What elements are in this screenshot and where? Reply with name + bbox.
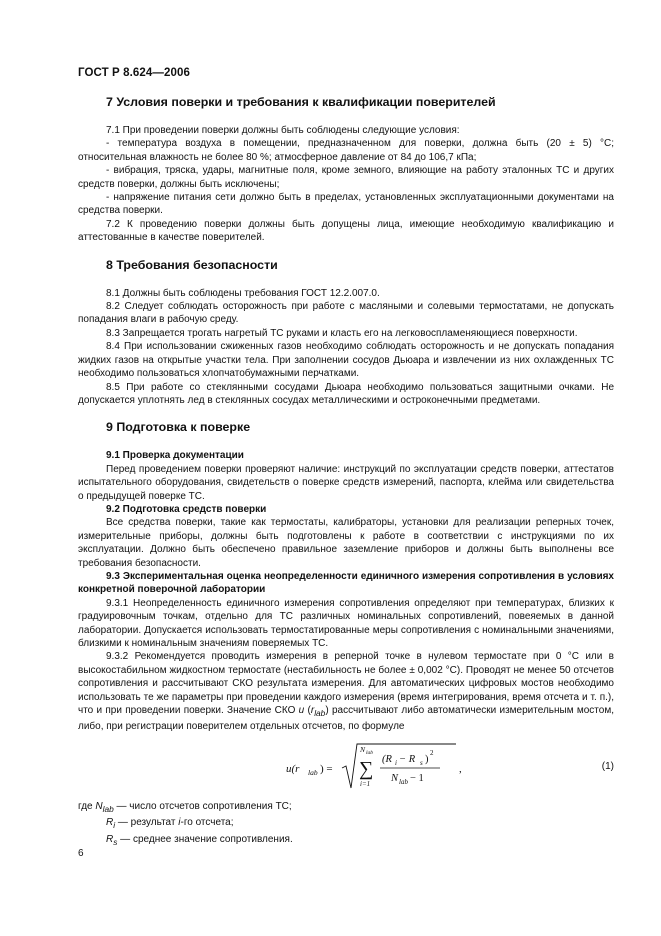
legend-rs-sym: R	[106, 833, 114, 845]
clause-9-1-title: 9.1 Проверка документации	[106, 450, 244, 462]
eq-num-i: i	[395, 758, 397, 767]
clause-9-3-2: 9.3.2 Рекомендуется проводить измерения в реперной точке в нулевом термостате при 0 °С или в высокостабильном жидкостном термостате (нестабильность не более ± 0,002 °С). Проводят не менее 50 отсчетов сопротивления и рассчитывают СКО результата измерения. Для автоматических цифровых мостов необходимо использовать те же параметры при проведении каждого измерения (время интегрирования, время отсчета и т. п.), что и при проведении поверки. Значение СКО u $(r_{lab})$ рассчитывают либо автоматически измерительным мостом, либо, при регистрации поверителем отдельных отсчетов, по формуле	[78, 651, 614, 733]
legend-where: где	[78, 800, 96, 812]
eq-den: N	[391, 772, 399, 784]
eq-num-mid: − R	[399, 753, 416, 765]
condition-temperature: - температура воздуха в помещении, предназначенном для поверки, должна быть (20 ± 5) °С; относительная влажность не более 80 %; атмосферное давление от 84 до 106,7 кПа;	[78, 138, 614, 163]
legend-n-sub: lab	[102, 803, 114, 814]
eq-lhs-sub: lab	[308, 767, 318, 777]
clause-7-1: 7.1 При проведении поверки должны быть соблюдены следующие условия:	[106, 125, 460, 136]
formula-svg	[78, 738, 614, 798]
section-7-title: 7 Условия поверки и требования к квалификации поверителей	[106, 95, 496, 109]
sko-r: r	[310, 705, 315, 717]
clause-8-5: 8.5 При работе со стеклянными сосудами Дьюара необходимо пользоваться защитными очками. Не допускается уплотнять лед в стеклянных сосудах металлическими и остроконечными предметами.	[78, 381, 614, 406]
eq-comma: ,	[459, 762, 462, 775]
legend-ri-text: — результат	[115, 817, 179, 829]
formula-legend	[78, 800, 614, 849]
document-body	[78, 92, 614, 849]
eq-num-end: )	[425, 753, 429, 765]
sum-sign: ∑	[359, 757, 374, 780]
legend-rs-sub: s	[113, 836, 118, 847]
clause-9-2-text: Все средства поверки, такие как термостаты, калибраторы, установки для реализации реперных точек, измерительные приборы, должны быть подготовлены к работе в соответствии с инструкциями по их эксплуатации. Должно быть обеспечено правильное заземление приборов и должны быть выполнены все требования безопасности.	[78, 517, 614, 569]
clause-9-3-2-part2: рассчитывают либо автоматически измерительным мостом, либо, при регистрации поверителем отдельных отсчетов, по формуле	[78, 705, 614, 733]
legend-ri-text2: -го отсчета;	[180, 817, 234, 829]
equation-number: (1)	[601, 760, 614, 772]
clause-9-3-2-part1: 9.3.2 Рекомендуется проводить измерения в реперной точке в нулевом термостате при 0 °С или в высокостабильном жидкостном термостате (нестабильность не более ± 0,002 °С). Проводят не менее 50 отсчетов сопротивления и рассчитывают СКО результата измерения. Для автоматических цифровых мостов необходимо использовать те же параметры при проведении каждого измерения (время интегрирования, время отсчета и т. п.), что и при проведении поверки. Значение СКО	[78, 651, 614, 717]
legend-rs-text: — среднее значение сопротивления.	[117, 833, 293, 845]
page-number: 6	[78, 848, 84, 859]
sko-sub: lab	[314, 708, 326, 719]
legend-ri-i: i	[178, 817, 181, 829]
legend-n-lab	[78, 800, 614, 816]
clause-9-3-title: 9.3 Экспериментальная оценка неопределенности единичного измерения сопротивления в условиях конкретной поверочной лаборатории	[78, 570, 614, 596]
eq-lhs-end: ) =	[320, 762, 333, 775]
condition-voltage: - напряжение питания сети должно быть в пределах, установленных эксплуатационными документами на средства поверки.	[78, 192, 614, 217]
legend-n-text: — число отсчетов сопротивления ТС;	[113, 800, 292, 812]
formula-1	[78, 738, 614, 798]
eq-num-expr: (R	[382, 753, 392, 765]
eq-sum-top: N	[360, 744, 366, 754]
eq-num-s: s	[420, 758, 423, 767]
document-header: ГОСТ Р 8.624—2006	[78, 67, 190, 79]
clause-7-2: 7.2 К проведению поверки должны быть допущены лица, имеющие необходимую квалификацию и аттестованные в качестве поверителей.	[78, 218, 614, 244]
clause-8-2: 8.2 Следует соблюдать осторожность при работе с масляными и солевыми термостатами, не допускать попадания влаги в рабочую среду.	[78, 301, 614, 326]
clause-9-2-title: 9.2 Подготовка средств поверки	[106, 503, 267, 515]
condition-vibration: - вибрация, тряска, удары, магнитные поля, кроме земного, влияющие на работу эталонных ТС и других средств поверки, должны быть исключены;	[78, 165, 614, 190]
clause-8-1: 8.1 Должны быть соблюдены требования ГОСТ 12.2.007.0.	[106, 287, 380, 299]
eq-sum-top-sub: lab	[366, 749, 374, 756]
legend-n-sym: N	[95, 800, 103, 812]
eq-den-sub: lab	[399, 777, 408, 786]
eq-lhs: u(r	[286, 762, 300, 775]
legend-ri-sym: R	[106, 817, 114, 829]
clause-8-3: 8.3 Запрещается трогать нагретый ТС руками и класть его на легковоспламеняющиеся поверхности.	[106, 327, 578, 339]
legend-ri-sub: i	[113, 820, 116, 831]
eq-sum-bottom: i=1	[360, 779, 371, 788]
clause-9-1-text: Перед проведением поверки проверяют наличие: инструкций по эксплуатации средств поверки, аттестатов испытательного оборудования, свидетельств о поверке средств измерений, паспорта, клейма или свидетельства о предыдущей поверке ТС.	[78, 463, 614, 502]
eq-pow: 2	[430, 748, 434, 757]
eq-den-end: − 1	[410, 772, 424, 784]
legend-r-i	[78, 816, 614, 832]
sko-u: u	[298, 705, 305, 717]
clause-9-3-1: 9.3.1 Неопределенность единичного измерения сопротивления определяют при температурах, близких к градуировочным точкам, отдельно для ТС различных номинальных сопротивлений, повеяемых в данной лаборатории. Допускается использовать термостатированные меры сопротивления с номинальными значениями, близкими к номинальным значениям поверяемых ТС.	[78, 597, 614, 649]
section-8-title: 8 Требования безопасности	[106, 257, 278, 272]
legend-r-s	[78, 833, 614, 849]
clause-8-4: 8.4 При использовании сжиженных газов необходимо соблюдать осторожность и не допускать попадания жидких газов на открытые участки тела. При заполнении сосудов Дьюара и извлечении из них охлажденных ТС необходимо пользоваться хлопчатобумажными перчатками.	[78, 341, 614, 380]
section-9-title: 9 Подготовка к поверке	[106, 420, 251, 435]
